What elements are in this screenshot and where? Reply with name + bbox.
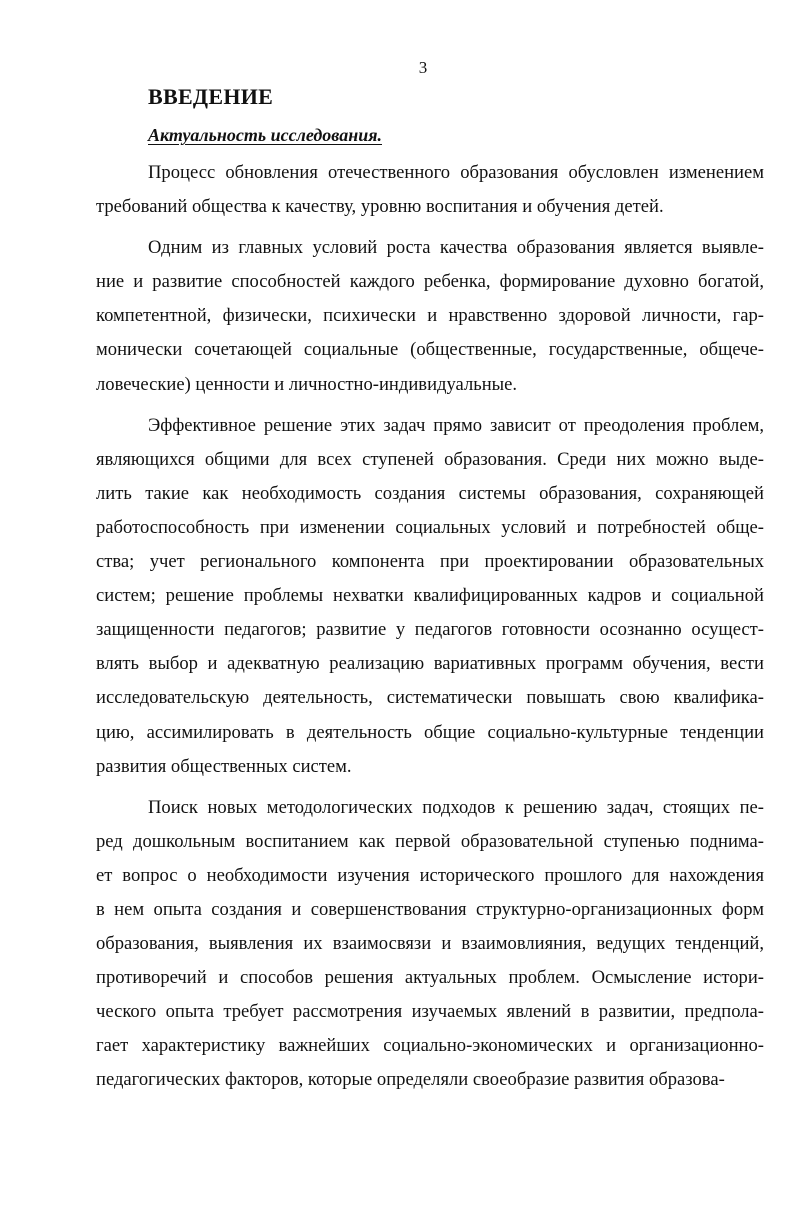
section-subheading: Актуальность исследования. xyxy=(148,125,382,145)
text-line: Процесс обновления отечественного образования обусловлен изменением xyxy=(148,162,764,183)
body-text xyxy=(96,156,764,1098)
paragraph xyxy=(96,409,764,784)
page-title: ВВЕДЕНИЕ xyxy=(148,84,274,109)
text-line: исследовательскую деятельность, систематически повышать свою квалифика- xyxy=(96,687,764,709)
text-line: образования, выявления их взаимосвязи и взаимовлияния, ведущих тенденций, xyxy=(96,933,764,955)
text-line: монически сочетающей социальные (общественные, государственные, общече- xyxy=(96,339,764,361)
text-line: гает характеристику важнейших социально-экономических и организационно- xyxy=(96,1035,764,1057)
text-line: влять выбор и адекватную реализацию вариативных программ обучения, вести xyxy=(96,653,764,675)
text-line: педагогических факторов, которые определяли своеобразие развития образова- xyxy=(96,1069,725,1091)
text-line: защищенности педагогов; развитие у педагогов готовности осознанно осущест- xyxy=(96,619,764,641)
text-line: Поиск новых методологических подходов к решению задач, стоящих пе- xyxy=(148,796,764,818)
paragraph-gap xyxy=(96,224,764,231)
paragraph xyxy=(96,791,764,1098)
text-line: работоспособность при изменении социальных условий и потребностей обще- xyxy=(96,516,764,538)
text-line: ловеческие) ценности и личностно-индивидуальные. xyxy=(96,373,518,395)
text-line: систем; решение проблемы нехватки квалифицированных кадров и социальной xyxy=(96,585,764,607)
paragraph-gap xyxy=(96,784,764,791)
text-line: противоречий и способов решения актуальных проблем. Осмысление истори- xyxy=(96,967,764,989)
text-line: цию, ассимилировать в деятельность общие социально-культурные тенденции xyxy=(96,721,764,743)
paragraph xyxy=(96,156,764,224)
text-line: ние и развитие способностей каждого ребенка, формирование духовно богатой, xyxy=(96,271,764,293)
text-line: компетентной, физически, психически и нравственно здоровой личности, гар- xyxy=(96,305,764,327)
text-line: являющихся общими для всех ступеней образования. Среди них можно выде- xyxy=(96,448,764,470)
text-line: ред дошкольным воспитанием как первой образовательной ступенью поднима- xyxy=(96,830,764,852)
text-line: лить такие как необходимость создания системы образования, сохраняющей xyxy=(96,482,764,504)
paragraph-gap xyxy=(96,402,764,409)
text-line: ческого опыта требует рассмотрения изучаемых явлений в развитии, предпола- xyxy=(96,1001,764,1023)
paragraph xyxy=(96,231,764,401)
text-line: Эффективное решение этих задач прямо зависит от преодоления проблем, xyxy=(148,414,764,436)
text-line: ет вопрос о необходимости изучения исторического прошлого для нахождения xyxy=(96,864,764,886)
page-number: 3 xyxy=(418,58,428,77)
text-line: Одним из главных условий роста качества образования является выявле- xyxy=(148,237,764,259)
text-line: в нем опыта создания и совершенствования структурно-организационных форм xyxy=(96,898,764,920)
text-line: развития общественных систем. xyxy=(96,755,352,777)
text-line: требований общества к качеству, уровню воспитания и обучения детей. xyxy=(96,196,664,218)
text-line: ства; учет регионального компонента при проектировании образовательных xyxy=(96,551,764,573)
